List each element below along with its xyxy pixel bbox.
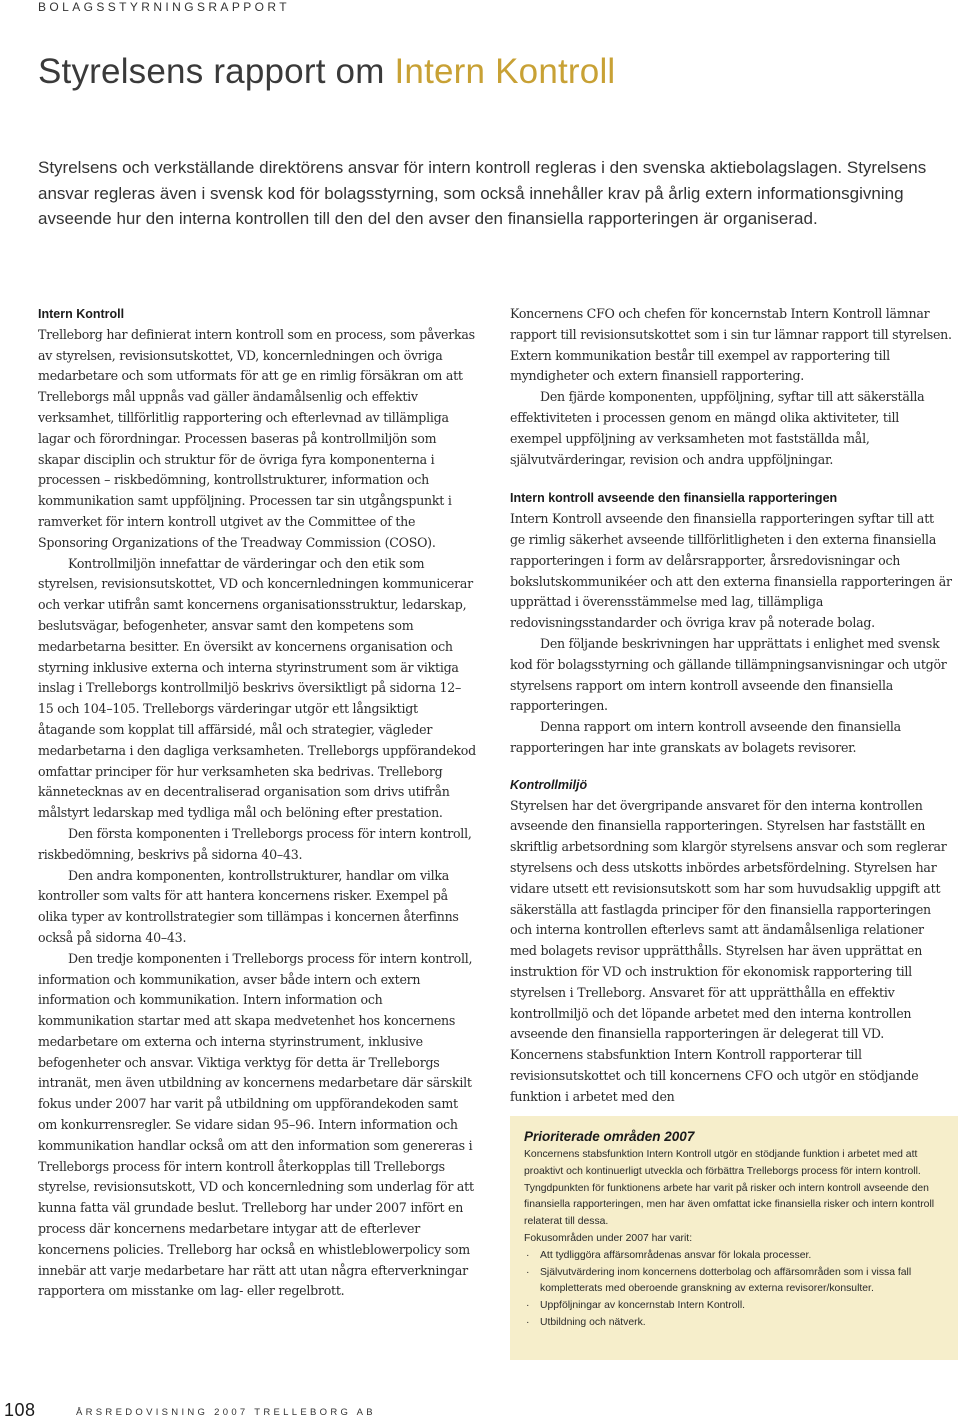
heading-intern-kontroll: Intern Kontroll <box>38 307 125 321</box>
intro-paragraph: Styrelsens och verkställande direktörens ansvar för intern kontroll regleras i den svenska aktiebolagslagen. Styrelsens ansvar regleras även i svensk kod för bolagsstyrning, som också innehåller krav på årlig extern informationsgivning avseende hur den interna kontrollen till den del den avser den finansiella rapporteringen är organiserad. <box>38 158 927 228</box>
bullet-icon: · <box>526 1249 530 1261</box>
page-title-highlight: Intern Kontroll <box>394 52 616 91</box>
list-item-text: Utbildning och nätverk. <box>540 1316 646 1328</box>
body-paragraph: Den fjärde komponenten, uppföljning, syftar till att säkerställa effektiviteten i processen genom en mängd olika aktiviteter, till exempel uppföljning av verksamheten mot fastställda mål, självutvärderingar, revision och andra uppföljningar. <box>510 389 925 467</box>
page-number: 108 <box>4 1400 36 1420</box>
body-paragraph: Den första komponenten i Trelleborgs process för intern kontroll, riskbedömning, beskrivs på sidorna 40–43. <box>38 825 472 862</box>
bullet-icon: · <box>526 1316 530 1328</box>
heading-financial-reporting: Intern kontroll avseende den finansiella rapporteringen <box>510 491 838 506</box>
body-paragraph: Trelleborg har definierat intern kontroll som en process, som påverkas av styrelsen, revisionsutskottet, VD, koncernledningen och övriga medarbetare och som utformats för att ge en rimlig försäkran om att Trelleborgs mål uppnås vad gäller ändamålsenlig och effektiv verksamhet, tillförlitlig rapportering och efterlevnad av tillämpliga lagar och förordningar. Processen baseras på kontrollmiljön som skapar disciplin och struktur för de övriga fyra komponenterna i processen – riskbedömning, kontrollstrukturer, information och kommunikation samt uppföljning. Processen tar sin utgångspunkt i ramverket för intern kontroll utgivet av the Committee of the Sponsoring Organizations of the Treadway Commission (COSO). <box>38 326 475 550</box>
list-item <box>524 1315 944 1332</box>
page-footer <box>0 1400 960 1420</box>
list-item-text: Uppföljningar av koncernstab Intern Kontroll. <box>540 1300 746 1312</box>
body-paragraph: Den tredje komponenten i Trelleborgs process för intern kontroll, information och kommunikation, avser både intern och extern information och kommunikation. Intern information och kommunikation startar med att skapa medvetenhet hos koncernens medarbetare om externa och interna styrinstrument, inklusive befogenheter och ansvar. Viktiga verktyg för detta är Trelleborgs intranät, men även utbildning av koncernens medarbetare där särskilt fokus under 2007 har varit på utbildning om uppförandekoden samt om konkurrensregler. Se vidare sidan 95–96. Intern information och kommunikation handlar också om att den information som genereras i Trelleborgs process för intern kontroll återkopplas till Trelleborgs styrelse, revisionsutskott, VD och koncernledning som underlag för att kunna fatta väl grundade beslut. Trelleborg har under 2007 infört en process där koncernens medarbetare intygar att de efterlever koncernens policies. Trelleborg har också en whistleblowerpolicy som innebär att varje medarbetare har rätt att utan några efterverkningar rapportera om misstanke om lag- eller regelbrott. <box>38 950 474 1299</box>
list-item <box>524 1298 944 1315</box>
left-column <box>38 304 476 1302</box>
body-paragraph: Koncernens CFO och chefen för koncernstab Intern Kontroll lämnar rapport till revisionsutskottet som i sin tur lämnar rapport till styrelsen. Extern kommunikation består till exempel av rapportering till myndigheter och extern finansiell rapportering. <box>510 306 952 384</box>
page-title-main: Styrelsens rapport om <box>38 52 395 91</box>
priority-box-lead: Fokusområden under 2007 har varit: <box>524 1232 693 1244</box>
list-item <box>524 1265 944 1299</box>
heading-kontrollmiljo: Kontrollmiljö <box>510 777 588 792</box>
body-paragraph: Den andra komponenten, kontrollstrukturer, handlar om vilka kontroller som valts för att hantera koncernens risker. Exempel på olika typer av kontrollstrategier som tillämpas i koncernen återfinns också på sidorna 40–43. <box>38 867 459 945</box>
bullet-icon: · <box>526 1266 530 1278</box>
list-item-text: Att tydliggöra affärsområdenas ansvar för lokala processer. <box>540 1249 812 1261</box>
list-item <box>524 1248 944 1265</box>
list-item-text: Självutvärdering inom koncernens dotterbolag och affärsområden som i vissa fall kompletterats med oberoende granskning av externa revisorer/konsulter. <box>540 1266 912 1295</box>
body-paragraph: Denna rapport om intern kontroll avseende den finansiella rapporteringen har inte granskats av bolagets revisorer. <box>510 719 901 755</box>
body-paragraph: Kontrollmiljön innefattar de värderingar och den etik som styrelsen, revisionsutskottet, VD och koncernledningen kommunicerar och verkar utifrån samt koncernens organisationsstruktur, ledarskap, beslutsvägar, befogenheter, ansvar samt den kompetens som medarbetarna besitter. En översikt av koncernens organisation och styrning inklusive externa och interna styrinstrument som är viktiga inslag i Trelleborgs kontrollmiljö beskrivs översiktligt på sidorna 12–15 och 104–105. Trelleborgs värderingar utgör ett långsiktigt åtagande som kopplat till affärsidé, mål och strategier, vägleder medarbetarna i den dagliga verksamheten. Trelleborgs uppförandekod omfattar principer för hur verksamheten ska bedrivas. Trelleborg kännetecknas av en decentraliserad organisation som drivs utifrån målstyrt ledarskap med tydliga mål och belöning efter prestation. <box>38 555 476 821</box>
priority-box <box>510 1116 958 1360</box>
body-paragraph: Styrelsen har det övergripande ansvaret för den interna kontrollen avseende den finansiella rapporteringen. Styrelsen har fastställt en skriftlig arbetsordning som klargör styrelsens ansvar och som reglerar styrelsens och dess utskotts inbördes arbetsfördelning. Styrelsen har vidare utsett ett revisionsutskott som har som huvudsaklig uppgift att säkerställa att fastlagda principer för den finansiella rapporteringen och interna kontrollen efterlevs samt att ändamålsenliga relationer med bolagets revisor upprätthålls. Styrelsen har även upprättat en instruktion för VD och instruktion för ekonomisk rapportering till styrelsen i Trelleborg. Ansvaret för att upprätthålla en effektiv kontrollmiljö och det löpande arbetet med den interna kontrollen avseende den finansiella rapporteringen är delegerat till VD. Koncernens stabsfunktion Intern Kontroll rapporterar till revisionsutskottet och till koncernens CFO och utgör en stödjande funktion i arbetet med den <box>510 797 947 1104</box>
bullet-icon: · <box>526 1300 530 1312</box>
priority-list <box>524 1248 944 1332</box>
priority-box-title: Prioriterade områden 2007 <box>524 1129 695 1144</box>
section-tag: BOLAGSSTYRNINGSRAPPORT <box>38 0 290 14</box>
page-title <box>38 52 615 92</box>
priority-box-text: Koncernens stabsfunktion Intern Kontroll utgör en stödjande funktion i arbetet med att proaktivt och kontinuerligt utveckla och förbättra Trelleborgs process för intern kontroll. Tyngdpunkten för funktionens arbete har varit på risker och intern kontroll avseende den finansiella rapporteringen, men har även omfattat icke finansiella risker och intern kontroll relaterat till dessa. <box>524 1149 935 1228</box>
body-paragraph: Den följande beskrivningen har upprättats i enlighet med svensk kod för bolagsstyrning och gällande tillämpningsanvisningar och utgör styrelsens rapport om intern kontroll avseende den finansiella rapporteringen. <box>510 635 947 714</box>
body-paragraph: Intern Kontroll avseende den finansiella rapporteringen syftar till att ge rimlig säkerhet avseende tillförlitligheten i den externa finansiella rapporteringen i form av delårsrapporter, årsredovisningar och bokslutskommunikéer och att den externa finansiella rapporteringen är upprättad i överensstämmelse med lag, tillämpliga redovisningsstandarder och övriga krav på noterade bolag. <box>510 511 952 631</box>
right-column <box>510 304 952 1107</box>
report-name: ÅRSREDOVISNING 2007 TRELLEBORG AB <box>76 1407 376 1418</box>
